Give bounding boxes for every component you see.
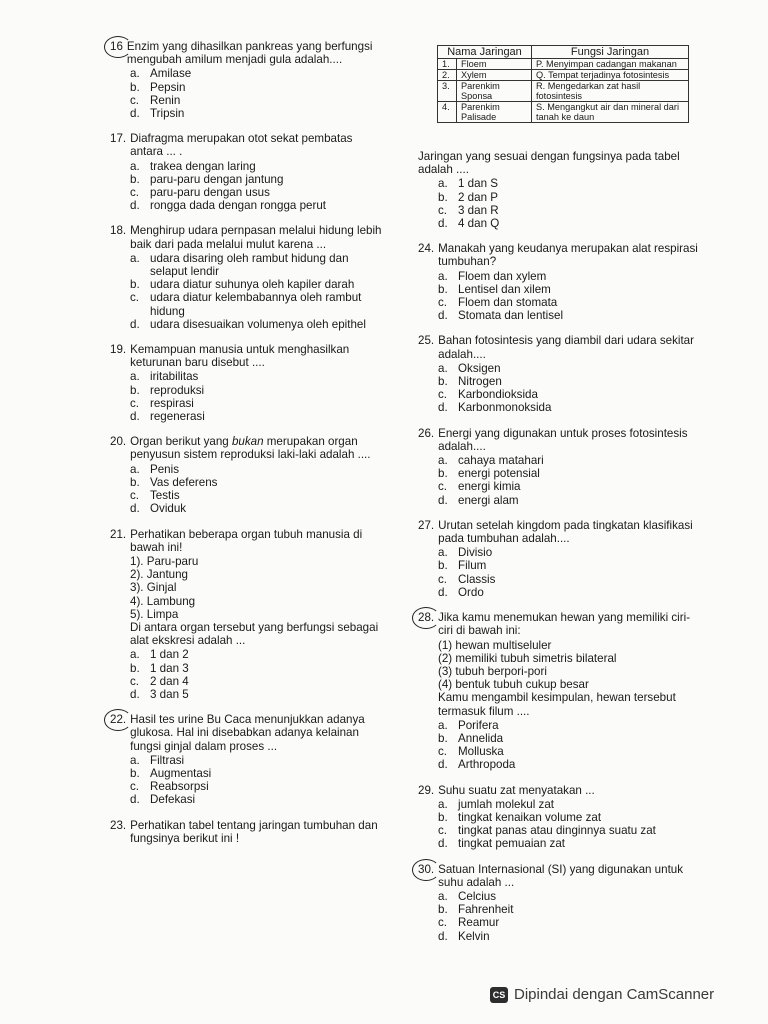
question-number: 21. — [110, 527, 127, 541]
question-text: Jika kamu menemukan hewan yang memiliki ciri-ciri di bawah ini: — [438, 611, 691, 638]
option-letter: d. — [130, 107, 140, 121]
option-letter: d. — [438, 401, 448, 415]
option-text: rongga dada dengan rongga perut — [150, 199, 326, 213]
option-letter: d. — [438, 758, 448, 772]
answer-options — [130, 754, 382, 807]
answer-option — [438, 824, 704, 837]
answer-option — [130, 463, 382, 476]
answer-option — [130, 793, 382, 806]
camscanner-watermark — [490, 986, 714, 1003]
answer-option — [130, 675, 382, 688]
statement-item: 5). Limpa — [130, 607, 179, 621]
answer-option — [438, 480, 704, 493]
answer-options — [438, 270, 704, 323]
question-item — [110, 40, 382, 120]
question-stem — [418, 611, 704, 637]
statement-list — [130, 555, 382, 621]
option-letter: b. — [130, 766, 140, 780]
question-text-emphasis: bukan — [231, 435, 264, 449]
option-letter: d. — [130, 793, 140, 807]
option-letter: b. — [438, 903, 448, 917]
table-row — [438, 70, 689, 81]
option-text: energi potensial — [458, 467, 540, 481]
option-letter: d. — [438, 929, 448, 943]
question-text: Manakah yang keudanya merupakan alat respirasi tumbuhan? — [438, 242, 698, 269]
option-text: Augmentasi — [150, 766, 212, 780]
option-text: trakea dengan laring — [150, 159, 256, 173]
question-text: Kemampuan manusia untuk menghasilkan keturunan baru disebut .... — [130, 343, 350, 370]
statement-item: (4) bentuk tubuh cukup besar — [438, 678, 589, 692]
camscanner-logo-icon: CS — [490, 987, 508, 1003]
option-text: Defekasi — [150, 793, 196, 807]
answer-option — [438, 191, 704, 204]
question-number: 19. — [110, 343, 127, 357]
answer-option — [130, 291, 382, 317]
option-text: regenerasi — [150, 410, 205, 424]
option-text: Penis — [150, 462, 180, 476]
option-text: 1 dan 2 — [150, 648, 189, 662]
option-text: Divisio — [458, 546, 493, 560]
option-letter: c. — [130, 674, 140, 688]
answer-option — [130, 252, 382, 278]
option-letter: d. — [130, 199, 140, 213]
answer-option — [438, 573, 704, 586]
answer-option — [130, 67, 382, 80]
question-text: Bahan fotosintesis yang diambil dari udara sekitar adalah.... — [438, 334, 694, 361]
option-letter: a. — [438, 797, 448, 811]
answer-options — [130, 160, 382, 213]
option-text: Molluska — [458, 745, 504, 759]
option-text: 4 dan Q — [458, 217, 500, 231]
answer-option — [438, 309, 704, 322]
option-letter: d. — [438, 837, 448, 851]
option-text: udara diatur suhunya oleh kapiler darah — [150, 278, 355, 292]
option-text: Celcius — [458, 889, 497, 903]
option-text: Karbondioksida — [458, 388, 538, 402]
question-number: 17. — [110, 132, 127, 146]
question-number: 20. — [110, 435, 127, 449]
option-text: 1 dan S — [458, 177, 498, 191]
question-text: Energi yang digunakan untuk proses fotosintesis adalah.... — [438, 426, 688, 453]
option-letter: a. — [438, 361, 448, 375]
tissue-function: R. Mengedarkan zat hasil fotosintesis — [532, 81, 689, 102]
answer-options — [438, 546, 704, 599]
option-text: tingkat kenaikan volume zat — [458, 810, 602, 824]
option-letter: c. — [130, 186, 140, 200]
option-letter: a. — [438, 269, 448, 283]
option-text: Filum — [458, 559, 487, 573]
answer-option — [438, 494, 704, 507]
option-letter: c. — [438, 572, 448, 586]
answer-option — [130, 278, 382, 291]
answer-option — [438, 375, 704, 388]
option-text: energi alam — [458, 493, 519, 507]
answer-option — [438, 283, 704, 296]
answer-option — [438, 930, 704, 943]
option-letter: d. — [130, 687, 140, 701]
answer-option — [130, 502, 382, 515]
question-item — [110, 435, 382, 515]
answer-option — [438, 903, 704, 916]
question-text: Jaringan yang sesuai dengan fungsinya pada tabel adalah .... — [418, 150, 680, 177]
answer-option — [130, 780, 382, 793]
option-text: udara diatur kelembabannya oleh rambut hidung — [150, 291, 362, 318]
answer-option — [438, 467, 704, 480]
question-item — [418, 863, 704, 943]
option-text: paru-paru dengan usus — [150, 186, 270, 200]
statement-item: (2) memiliki tubuh simetris bilateral — [438, 651, 617, 665]
answer-options — [130, 67, 382, 120]
row-number: 2. — [438, 70, 457, 81]
question-number: 16 — [110, 40, 123, 66]
question-item — [110, 528, 382, 702]
option-letter: a. — [130, 67, 140, 81]
question-follow-up: Kamu mengambil kesimpulan, hewan tersebut termasuk filum .... — [438, 691, 676, 718]
answer-option — [130, 767, 382, 780]
option-text: 3 dan R — [458, 203, 499, 217]
question-number: 22. — [110, 713, 126, 753]
question-text: Suhu suatu zat menyatakan ... — [438, 783, 595, 797]
question-stem — [418, 519, 704, 545]
option-text: Arthropoda — [458, 758, 516, 772]
question-text: Diafragma merupakan otot sekat pembatas antara ... . — [130, 132, 353, 159]
answer-option — [438, 559, 704, 572]
option-letter: c. — [130, 396, 140, 410]
option-text: Pepsin — [150, 80, 186, 94]
question-item — [110, 343, 382, 423]
option-text: Testis — [150, 489, 180, 503]
option-text: udara disaring oleh rambut hidung dan selaput lendir — [150, 251, 349, 279]
option-letter: d. — [130, 410, 140, 424]
answer-options — [438, 454, 704, 507]
answer-option — [130, 160, 382, 173]
option-text: Reamur — [458, 916, 500, 930]
tissue-function: Q. Tempat terjadinya fotosintesis — [532, 70, 689, 81]
question-item — [418, 334, 704, 414]
option-letter: b. — [130, 80, 140, 94]
question-number: 28. — [418, 611, 434, 637]
question-stem — [110, 343, 382, 369]
answer-option — [130, 318, 382, 331]
left-question-column — [110, 40, 382, 857]
question-number: 18. — [110, 224, 127, 238]
answer-options — [438, 719, 704, 772]
tissue-name: Floem — [457, 59, 532, 70]
statement-item: (1) hewan multiseluler — [438, 638, 552, 652]
option-letter: b. — [438, 282, 448, 296]
option-text: Kelvin — [458, 929, 490, 943]
option-text: tingkat panas atau dinginnya suatu zat — [458, 824, 656, 838]
answer-option — [438, 732, 704, 745]
question-item — [110, 132, 382, 212]
question-text: Satuan Internasional (SI) yang digunakan untuk suhu adalah ... — [438, 862, 684, 889]
answer-option — [438, 837, 704, 850]
option-letter: a. — [438, 889, 448, 903]
question-item — [418, 242, 704, 322]
question-stem — [418, 150, 704, 176]
option-letter: c. — [438, 296, 448, 310]
option-text: udara disesuaikan volumenya oleh epithel — [150, 317, 366, 331]
answer-option — [438, 388, 704, 401]
option-letter: d. — [438, 217, 448, 231]
question-item — [418, 427, 704, 507]
option-text: Nitrogen — [458, 375, 502, 389]
answer-option — [438, 401, 704, 414]
tissue-name: Xylem — [457, 70, 532, 81]
answer-options — [438, 362, 704, 415]
option-letter: a. — [130, 462, 140, 476]
question-stem — [418, 334, 704, 360]
option-text: Floem dan stomata — [458, 296, 558, 310]
option-letter: a. — [130, 370, 140, 384]
option-letter: b. — [130, 383, 140, 397]
question-number: 30. — [418, 863, 434, 889]
option-text: jumlah molekul zat — [458, 797, 555, 811]
option-letter: b. — [130, 661, 140, 675]
option-letter: b. — [438, 559, 448, 573]
answer-option — [438, 719, 704, 732]
option-text: Stomata dan lentisel — [458, 309, 564, 323]
option-text: Amilase — [150, 67, 192, 81]
option-text: Vas deferens — [150, 475, 218, 489]
answer-options — [130, 370, 382, 423]
option-letter: d. — [438, 585, 448, 599]
option-letter: c. — [438, 388, 448, 402]
question-follow-up: Di antara organ tersebut yang berfungsi sebagai alat ekskresi adalah ... — [130, 620, 379, 648]
question-item — [418, 519, 704, 599]
question-text: Menghirup udara pernpasan melalui hidung lebih baik dari pada melalui mulut karena ... — [130, 224, 382, 251]
answer-option — [438, 811, 704, 824]
question-stem — [110, 224, 382, 250]
answer-option — [438, 217, 704, 230]
question-text: Perhatikan tabel tentang jaringan tumbuhan dan fungsinya berikut ini ! — [130, 818, 378, 845]
option-letter: c. — [130, 291, 140, 305]
option-letter: c. — [130, 489, 140, 503]
option-text: tingkat pemuaian zat — [458, 837, 565, 851]
answer-options — [438, 177, 704, 230]
tissue-name: Parenkim Palisade — [457, 102, 532, 123]
answer-option — [130, 410, 382, 423]
question-stem — [418, 427, 704, 453]
question-text-part: Organ berikut yang — [130, 435, 232, 449]
statement-list — [438, 639, 704, 692]
answer-option — [130, 384, 382, 397]
answer-option — [438, 890, 704, 903]
tissue-function-table — [437, 45, 689, 123]
option-letter: a. — [438, 546, 448, 560]
question-stem — [110, 819, 382, 845]
answer-option — [438, 586, 704, 599]
tissue-function: S. Mengangkut air dan mineral dari tanah ke daun — [532, 102, 689, 123]
option-text: Porifera — [458, 718, 499, 732]
option-text: 2 dan 4 — [150, 674, 189, 688]
answer-options — [130, 648, 382, 701]
option-letter: b. — [438, 190, 448, 204]
option-letter: a. — [438, 718, 448, 732]
answer-option — [438, 296, 704, 309]
answer-option — [438, 204, 704, 217]
question-number: 23. — [110, 818, 127, 832]
question-number: 25. — [418, 334, 435, 348]
option-letter: b. — [438, 810, 448, 824]
question-item — [418, 611, 704, 771]
option-text: 1 dan 3 — [150, 661, 189, 675]
option-text: reproduksi — [150, 383, 205, 397]
answer-option — [438, 177, 704, 190]
option-letter: a. — [130, 648, 140, 662]
option-letter: c. — [130, 780, 140, 794]
answer-options — [438, 890, 704, 943]
answer-option — [438, 916, 704, 929]
option-letter: d. — [130, 502, 140, 516]
option-letter: a. — [130, 753, 140, 767]
question-text: Hasil tes urine Bu Caca menunjukkan adanya glukosa. Hal ini disebabkan adanya kelainan fungsi ginjal dalam proses ... — [130, 713, 365, 753]
option-letter: a. — [438, 454, 448, 468]
option-text: Ordo — [458, 585, 484, 599]
question-number: 24. — [418, 242, 435, 256]
question-number: 27. — [418, 518, 435, 532]
option-letter: b. — [438, 467, 448, 481]
answer-option — [130, 489, 382, 502]
question-item — [110, 713, 382, 806]
tissue-name: Parenkim Sponsa — [457, 81, 532, 102]
question-item — [418, 150, 704, 230]
option-letter: c. — [438, 916, 448, 930]
right-question-column — [418, 150, 704, 955]
answer-option — [130, 107, 382, 120]
statement-item: 3). Ginjal — [130, 581, 177, 595]
answer-option — [130, 199, 382, 212]
question-stem — [418, 863, 704, 889]
question-stem — [418, 784, 704, 797]
statement-item: (3) tubuh berpori-pori — [438, 664, 547, 678]
question-item — [110, 819, 382, 845]
option-letter: b. — [130, 172, 140, 186]
answer-option — [438, 454, 704, 467]
option-text: Fahrenheit — [458, 903, 514, 917]
option-letter: b. — [438, 375, 448, 389]
question-text: Urutan setelah kingdom pada tingkatan klasifikasi pada tumbuhan adalah.... — [438, 518, 693, 546]
question-number: 29. — [418, 783, 435, 797]
option-letter: c. — [438, 480, 448, 494]
option-text: Annelida — [458, 731, 504, 745]
table-row — [438, 102, 689, 123]
option-letter: a. — [438, 177, 448, 191]
table-header-function: Fungsi Jaringan — [532, 46, 689, 59]
statement-item: 2). Jantung — [130, 568, 189, 582]
row-number: 1. — [438, 59, 457, 70]
question-stem — [418, 242, 704, 268]
option-letter: c. — [438, 745, 448, 759]
question-item — [418, 784, 704, 851]
table-header-name: Nama Jaringan — [438, 46, 532, 59]
option-letter: d. — [438, 493, 448, 507]
question-text-part: merupakan organ penyusun sistem reproduksi laki-laki adalah .... — [130, 435, 371, 462]
answer-option — [130, 648, 382, 661]
answer-option — [130, 476, 382, 489]
answer-option — [130, 688, 382, 701]
statement-item: 4). Lambung — [130, 594, 196, 608]
option-text: iritabilitas — [150, 370, 199, 384]
question-stem — [110, 435, 382, 461]
answer-options — [130, 463, 382, 516]
row-number: 4. — [438, 102, 457, 123]
option-text: Karbonmonoksida — [458, 401, 552, 415]
option-text: Lentisel dan xilem — [458, 282, 551, 296]
answer-option — [438, 270, 704, 283]
question-text — [130, 435, 382, 461]
answer-option — [130, 173, 382, 186]
table-row — [438, 81, 689, 102]
question-stem — [110, 713, 382, 753]
question-stem — [110, 528, 382, 554]
option-text: cahaya matahari — [458, 454, 544, 468]
answer-option — [130, 370, 382, 383]
table-header-row — [438, 46, 689, 59]
answer-option — [130, 754, 382, 767]
answer-option — [130, 81, 382, 94]
option-letter: b. — [130, 475, 140, 489]
option-text: Classis — [458, 572, 496, 586]
option-text: Oviduk — [150, 502, 187, 516]
question-item — [110, 224, 382, 331]
option-text: respirasi — [150, 396, 194, 410]
option-letter: b. — [130, 278, 140, 292]
row-number: 3. — [438, 81, 457, 102]
option-text: Renin — [150, 93, 181, 107]
option-letter: a. — [130, 159, 140, 173]
table-row — [438, 59, 689, 70]
option-text: Tripsin — [150, 107, 185, 121]
question-stem — [110, 132, 382, 158]
option-letter: c. — [438, 824, 448, 838]
answer-option — [130, 94, 382, 107]
option-text: Filtrasi — [150, 753, 185, 767]
option-text: Oksigen — [458, 361, 501, 375]
question-text: Enzim yang dihasilkan pankreas yang berfungsi mengubah amilum menjadi gula adalah.... — [126, 40, 373, 67]
answer-option — [438, 798, 704, 811]
option-letter: c. — [438, 203, 448, 217]
option-text: 3 dan 5 — [150, 687, 189, 701]
option-letter: c. — [130, 93, 140, 107]
statement-item: 1). Paru-paru — [130, 554, 199, 568]
answer-option — [438, 745, 704, 758]
answer-option — [438, 758, 704, 771]
option-letter: d. — [438, 309, 448, 323]
option-text: Floem dan xylem — [458, 269, 547, 283]
question-stem — [110, 40, 382, 66]
option-text: Reabsorpsi — [150, 780, 209, 794]
watermark-text: Dipindai dengan CamScanner — [514, 986, 715, 1003]
option-letter: b. — [438, 731, 448, 745]
answer-option — [438, 546, 704, 559]
option-text: paru-paru dengan jantung — [150, 172, 284, 186]
option-text: energi kimia — [458, 480, 521, 494]
answer-option — [130, 397, 382, 410]
answer-options — [438, 798, 704, 851]
answer-option — [130, 186, 382, 199]
question-text: Perhatikan beberapa organ tubuh manusia di bawah ini! — [130, 527, 363, 554]
answer-options — [130, 252, 382, 331]
question-number: 26. — [418, 426, 435, 440]
option-text: 2 dan P — [458, 190, 498, 204]
tissue-function: P. Menyimpan cadangan makanan — [532, 59, 689, 70]
answer-option — [438, 362, 704, 375]
answer-option — [130, 662, 382, 675]
option-letter: a. — [130, 251, 140, 265]
option-letter: d. — [130, 317, 140, 331]
